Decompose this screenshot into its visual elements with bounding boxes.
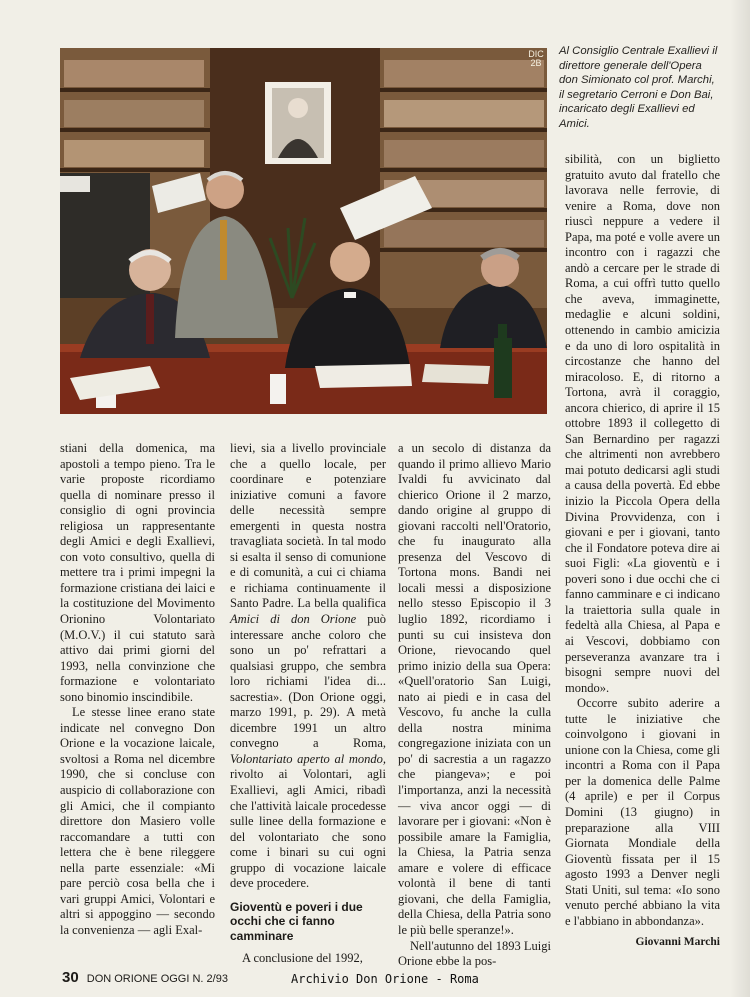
paragraph: Le stesse linee erano state indicate nel convegno Don Orione e la vocazione laicale, svoltosi a Roma nel dicembre 1990, che si concluse con auspicio di collaborazione con gli Amici, che il compianto direttore don Masiero volle raccomandare a tutti con lettera che è bene rileggere nella parte essenziale: «Mi pare perciò cosa bella che i vari gruppi Amici, Volontari e altri si appoggino — secondo la convenienza — agli Exal- [60,705,215,937]
text-column-2 [230,441,387,966]
meeting-photo [60,48,547,414]
text-column-3 [398,441,551,969]
page-number: 30 [62,969,79,986]
paragraph: a un secolo di distanza da quando il primo allievo Mario Ivaldi fu avvicinato dal chierico Orione il 2 marzo, dando origine al gruppo di giovani raccolti nell'Oratorio, che fu inaugurato alla presenza del Vescovo di Tortona mons. Bandi nei locali messi a disposizione nello stesso Episcopio il 3 luglio 1892, ricordiamo i punti su cui insisteva don Orione, rievocando quel primo inizio della sua Opera: «Quell'oratorio San Luigi, nato ai piedi e in casa del Vescovo, fu anche la culla della nostra minima congregazione iniziata con un po' di sacrestia a un ragazzo che piangeva»; e poi l'importanza, anzi la necessità — viva ancor oggi — di lavorare per i giovani: «Non è possibile amare la Famiglia, la Chiesa, la Patria senza amare e volere di efficace volontà il bene di tanti giovani, che della Famiglia, della Chiesa, della Patria sono le più belle speranze!». [398,441,551,937]
photo-icon [60,48,547,414]
paragraph: Occorre subito aderire a tutte le iniziative che coinvolgono i giovani in unione con la Chiesa, come gli incontri a Roma con il Papa per la domenica delle Palme (4 aprile) e per il Corpus Domini (13 giugno) in preparazione alla VIII Giornata Mondiale della Gioventù fissata per il 15 agosto 1993 a Denver negli Stati Uniti, sul tema: «Io sono venuto perché abbiano la vita e l'abbiano in abbondanza». [565,696,720,928]
paragraph [230,441,386,892]
text-run: lievi, sia a livello provinciale che a quello locale, per coordinare e potenziare iniziative comuni a favore delle necessità sempre emergenti in questa nostra travagliata società. In tal modo si esalta il senso di comunione e di comunità, a cui ci chiama e richiama continuamente il Santo Padre. La bella qualifica [230,441,386,611]
paragraph: A conclusione del 1992, [242,951,363,966]
archive-watermark: Archivio Don Orione - Roma [291,972,479,986]
text-run: può interessare anche coloro che sono un po' refrattari a qualsiasi gruppo, che sembra loro richiami l'idea di... sacrestia». (Don Orione oggi, marzo 1991, p. 29). A metà dicembre 1991 un altro convegno a Roma, [230,612,387,751]
photo-caption: Al Consiglio Centrale Exallievi il direttore generale dell'Opera don Simionato col prof. Marchi, il segretario Cerroni e Don Bai, incaricato degli Exallievi ed Amici. [559,45,718,130]
page-footer [62,969,228,986]
paragraph: sibilità, con un biglietto gratuito avuto dal fratello che lavorava nelle ferrovie, di venire a Roma, dove non riuscì neppure a vedere il Papa, ma poté e volle avere un incontro con i ragazzi che andò a cercare per le strade di Roma, a cui offrì tutto quello che aveva, immaginette, medaglie e alcuni soldini, ottenendo in cambio amicizia e da uno di loro ospitalità in circostanze che hanno del miracoloso. E, di ritorno a Tortona, avrà il coraggio, ancora chierico, di aprire il 15 ottobre 1893 il collegetto di San Bernardino per ragazzi che altrimenti non avrebbero mai potuto dedicarsi agli studi a causa della povertà. Ed ebbe inizio la Piccola Opera della Divina Provvidenza, con i giovani e per i giovani, tanto che il Fondatore poteva dire ai suoi Figli: «La gioventù e i poveri sono i due occhi che ci fanno camminare e ci indicano la traiettoria sulla quale in fedeltà alla Chiesa, al Papa e ai Vescovi, dobbiamo con perseveranza avanzare tra i bisogni sempre nuovi del mondo». [565,152,720,695]
author-signature: Giovanni Marchi [635,936,720,949]
paragraph: stiani della domenica, ma apostoli a tempo pieno. Tra le varie proposte ricordiamo quella di nominare presso il consiglio di ogni provincia religiosa un rappresentante degli Amici e degli Exallievi, con voto consultivo, quella di mettere tra i primi impegni la formazione cristiana dei laici e la costituzione del Movimento Orionino Volontariato (M.O.V.) il cui statuto sarà attivo dai primi giorni del 1993, nella convinzione che formazione e volontariato sono binomio inscindibile. [60,441,215,704]
text-run: rivolto ai Volontari, agli Exallievi, agli Amici, ribadì che l'attività laicale procedesse sulle linee della formazione e del volontariato che sono come i binari su cui ogni gruppo di vocazione laicale deve procedere. [230,767,386,891]
section-subheading: Gioventù e poveri i due occhi che ci fanno camminare [230,899,363,943]
page-edge-shadow [730,0,750,997]
italic-title: Volontariato aperto al mondo, [230,751,386,766]
magazine-issue: DON ORIONE OGGI N. 2/93 [86,973,228,985]
italic-title: Amici di don Orione [230,612,357,627]
paragraph: Nell'autunno del 1893 Luigi Orione ebbe la pos- [398,938,551,969]
text-column-4 [565,152,720,952]
text-column-1 [60,441,215,961]
photo-code: DIC 2B [528,49,544,68]
